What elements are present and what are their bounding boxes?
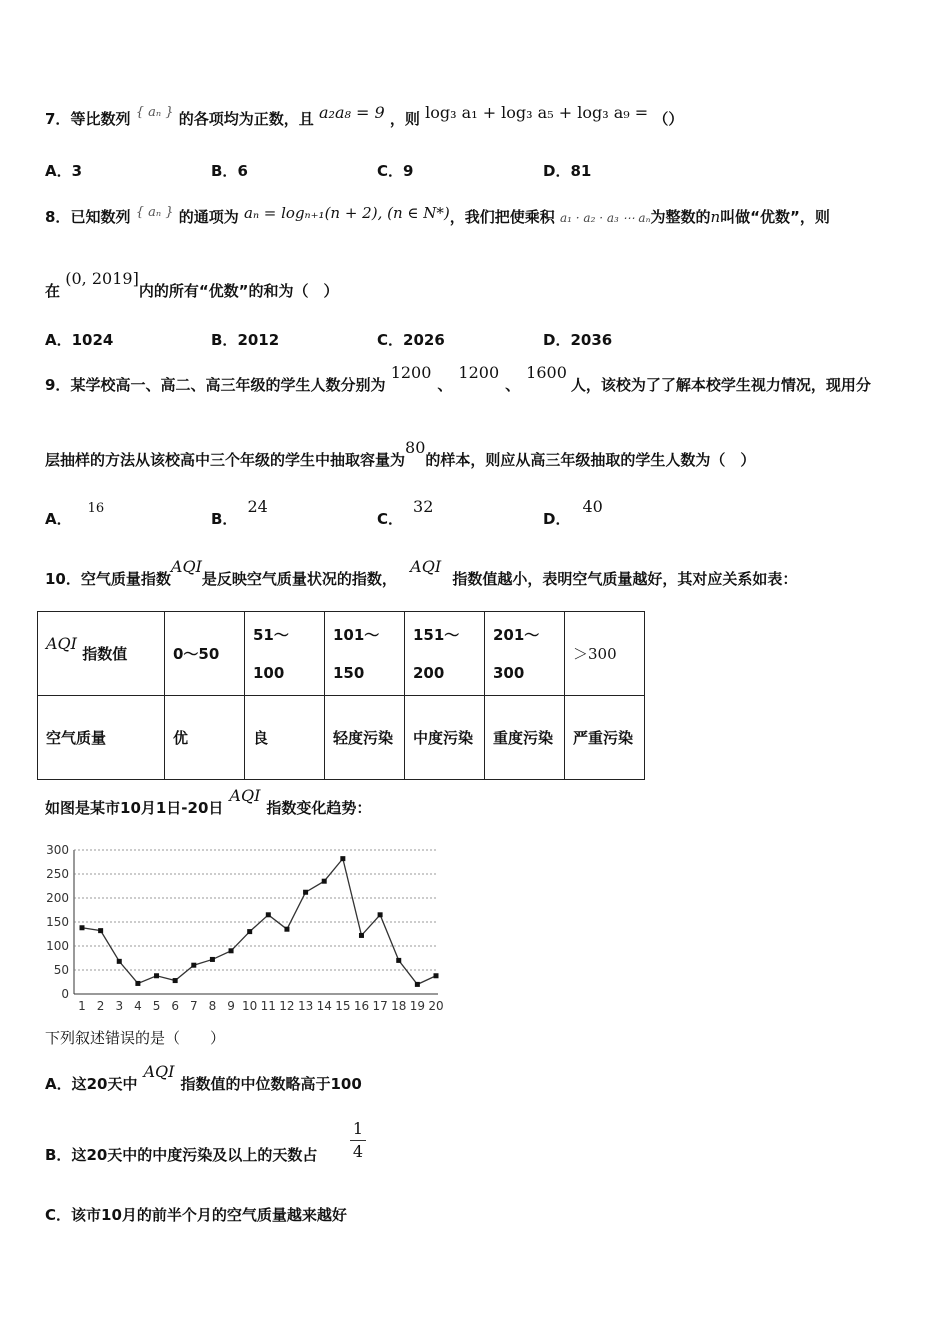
range-cell: 201～300: [485, 612, 565, 696]
q8-option-b: B．2012: [211, 331, 280, 349]
level-cell: 轻度污染: [325, 696, 405, 780]
data-point: [284, 927, 289, 932]
data-point: [303, 890, 308, 895]
level-cell: 中度污染: [405, 696, 485, 780]
q8-line-2: 在 (0, 2019]内的所有“优数”的和为（ ）: [45, 269, 339, 300]
x-tick-label: 7: [189, 999, 198, 1013]
x-tick-label: 16: [353, 999, 370, 1013]
data-point: [247, 929, 252, 934]
x-tick-label: 12: [279, 999, 295, 1013]
chart-intro: 如图是某市10月1日-20日AQI指数变化趋势：: [45, 786, 372, 817]
data-point: [396, 958, 401, 963]
range-cell: ＞300: [565, 612, 645, 696]
q9-option-a: A．16: [45, 501, 105, 528]
level-cell: 严重污染: [565, 696, 645, 780]
x-tick-label: 1: [78, 999, 86, 1013]
data-point: [434, 973, 439, 978]
x-tick-label: 2: [96, 999, 105, 1013]
q7-option-a: A．3: [45, 162, 83, 180]
x-tick-label: 17: [372, 999, 388, 1013]
x-tick-label: 4: [134, 999, 142, 1013]
data-point: [154, 973, 159, 978]
data-point: [378, 912, 383, 917]
data-point: [415, 982, 420, 987]
q9-option-b: B．24: [211, 497, 268, 528]
q7-option-b: B．6: [211, 162, 248, 180]
q7-condition: a₂a₈ = 9: [319, 103, 385, 122]
data-point: [117, 959, 122, 964]
q10-line-1: 10．空气质量指数AQI是反映空气质量状况的指数， AQI 指数值越小，表明空气质量越好，其对应关系如表：: [45, 557, 798, 588]
aqi-line-chart: [44, 838, 444, 1018]
data-point: [359, 933, 364, 938]
q8-option-a: A．1024: [45, 331, 114, 349]
fraction-one-quarter: 1 4: [350, 1120, 366, 1161]
q7-expression: log₃ a₁ + log₃ a₅ + log₃ a₉ =: [425, 103, 649, 122]
q7-line: 7．等比数列 { aₙ } 的各项均为正数，且 a₂a₈ = 9 ，则 log₃ a₁ + log₃ a₅ + log₃ a₉ = （）: [45, 103, 684, 128]
data-point: [266, 912, 271, 917]
x-tick-label: 8: [208, 999, 217, 1013]
range-cell: 0～50: [165, 612, 245, 696]
aqi-table: [37, 611, 645, 780]
x-tick-label: 13: [297, 999, 314, 1013]
q8-option-d: D．2036: [543, 331, 613, 349]
x-tick-label: 6: [171, 999, 179, 1013]
q9-option-d: D．40: [543, 497, 603, 528]
q10-option-a: A．这20天中AQI指数值的中位数略高于100: [45, 1062, 362, 1093]
y-tick-label: 50: [53, 963, 69, 977]
x-tick-label: 15: [335, 999, 351, 1013]
level-cell: 优: [165, 696, 245, 780]
range-cell: 151～200: [405, 612, 485, 696]
q10-option-b: B．这20天中的中度污染及以上的天数占: [45, 1146, 318, 1164]
q7-option-d: D．81: [543, 162, 592, 180]
q8-interval: (0, 2019]: [65, 269, 139, 288]
x-tick-label: 11: [260, 999, 276, 1013]
aqi-series-line: [82, 859, 436, 985]
q9-line-2: 层抽样的方法从该校高中三个年级的学生中抽取容量为80的样本，则应从高三年级抽取的学生人数为（ ）: [45, 438, 756, 469]
x-tick-label: 3: [115, 999, 124, 1013]
x-tick-label: 18: [391, 999, 407, 1013]
range-cell: 51～100: [245, 612, 325, 696]
x-tick-label: 19: [409, 999, 426, 1013]
level-cell: 重度污染: [485, 696, 565, 780]
x-tick-label: 5: [152, 999, 161, 1013]
q8-line-1: 8．已知数列 { aₙ } 的通项为 aₙ = logₙ₊₁(n + 2), (n ∈ N*)，我们把使乘积 a₁ · a₂ · a₃ ⋯ aₙ为整数的n叫做“优数”，则: [45, 204, 830, 226]
y-tick-label: 0: [61, 987, 69, 1001]
q8-product: a₁ · a₂ · a₃ ⋯ aₙ: [560, 211, 651, 225]
x-tick-label: 20: [428, 999, 444, 1013]
q7-option-c: C．9: [377, 162, 414, 180]
x-tick-label: 10: [242, 999, 258, 1013]
y-tick-label: 300: [46, 843, 69, 857]
q8-formula: aₙ = logₙ₊₁(n + 2), (n ∈ N*): [244, 204, 450, 222]
range-cell: 101～150: [325, 612, 405, 696]
data-point: [340, 856, 345, 861]
x-tick-label: 14: [316, 999, 332, 1013]
y-tick-label: 200: [46, 891, 69, 905]
air-quality-header: 空气质量: [38, 696, 165, 780]
q10-option-c: C．该市10月的前半个月的空气质量越来越好: [45, 1206, 347, 1224]
data-point: [173, 978, 178, 983]
q8-option-c: C．2026: [377, 331, 445, 349]
data-point: [98, 928, 103, 933]
q8-seq: { aₙ }: [135, 205, 174, 220]
data-point: [80, 925, 85, 930]
data-point: [135, 981, 140, 986]
data-point: [229, 948, 234, 953]
q9-line-1: 9．某学校高一、高二、高三年级的学生人数分别为 1200、1200、1600人，该校为了了解本校学生视力情况，现用分: [45, 363, 871, 394]
q9-option-c: C．32: [377, 497, 434, 528]
y-tick-label: 150: [46, 915, 69, 929]
y-tick-label: 100: [46, 939, 69, 953]
y-tick-label: 250: [46, 867, 69, 881]
level-cell: 良: [245, 696, 325, 780]
data-point: [322, 879, 327, 884]
aqi-index-header: AQI 指数值: [38, 612, 165, 696]
q7-seq: { aₙ }: [135, 105, 174, 120]
x-tick-label: 9: [227, 999, 235, 1013]
data-point: [210, 957, 215, 962]
q10-question: 下列叙述错误的是（ ）: [45, 1029, 226, 1047]
data-point: [191, 963, 196, 968]
